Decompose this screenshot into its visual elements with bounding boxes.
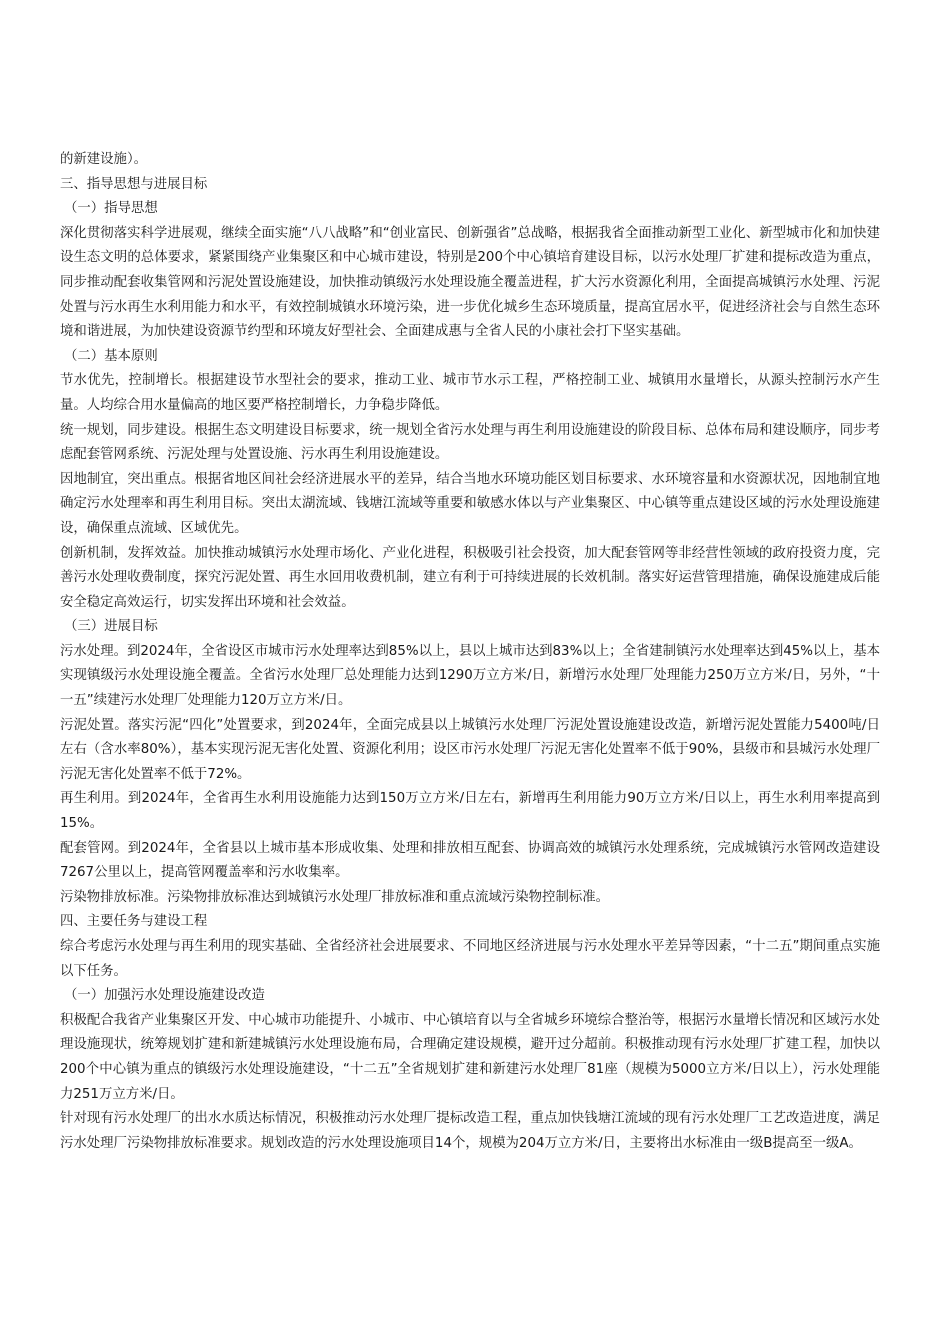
- paragraph: 深化贯彻落实科学进展观，继续全面实施“八八战略”和“创业富民、创新强省”总战略，根据我省全面推动新型工业化、新型城市化和加快建设生态文明的总体要求，紧紧围绕产业集聚区和中心城市建设，特别是200个中心镇培育建设目标，以污水处理厂扩建和提标改造为重点，同步推动配套收集管网和污泥处置设施建设，加快推动镇级污水处理设施全覆盖进程，扩大污水资源化利用，全面提高城镇污水处理、污泥处置与污水再生水利用能力和水平，有效控制城镇水环境污染，进一步优化城乡生态环境质量，提高宜居水平，促进经济社会与自然生态环境和谐进展，为加快建设资源节约型和环境友好型社会、全面建成惠与全省人民的小康社会打下坚实基础。: [60, 225, 880, 340]
- paragraph: 配套管网。到2024年，全省县以上城市基本形成收集、处理和排放相互配套、协调高效的城镇污水处理系统，完成城镇污水管网改造建设7267公里以上，提高管网覆盖率和污水收集率。: [60, 840, 880, 881]
- paragraph: 污泥处置。落实污泥“四化”处置要求，到2024年，全面完成县以上城镇污水处理厂污泥处置设施建设改造，新增污泥处置能力5400吨/日左右（含水率80%），基本实现污泥无害化处置、资源化利用；设区市污水处理厂污泥无害化处置率不低于90%，县级市和县城污水处理厂污泥无害化处置率不低于72%。: [60, 717, 880, 782]
- subsection-heading: （一）加强污水处理设施建设改造: [64, 988, 265, 1004]
- document-body: [60, 148, 880, 1156]
- subsection-heading: （二）基本原则: [64, 348, 158, 364]
- subsection-heading: （一）指导思想: [64, 201, 158, 217]
- paragraph: 因地制宜，突出重点。根据省地区间社会经济进展水平的差异，结合当地水环境功能区划目标要求、水环境容量和水资源状况，因地制宜地确定污水处理率和再生利用目标。突出太湖流域、钱塘江流域等重要和敏感水体以与产业集聚区、中心镇等重点建设区域的污水处理设施建设，确保重点流域、区域优先。: [60, 471, 880, 536]
- paragraph: 积极配合我省产业集聚区开发、中心城市功能提升、小城市、中心镇培育以与全省城乡环境综合整治等，根据污水量增长情况和区域污水处理设施现状，统筹规划扩建和新建城镇污水处理设施布局，合理确定建设规模，避开过分超前。积极推动现有污水处理厂扩建工程，加快以200个中心镇为重点的镇级污水处理设施建设，“十二五”全省规划扩建和新建污水处理厂81座（规模为5000立方米/日以上），污水处理能力251万立方米/日。: [60, 1012, 880, 1102]
- paragraph: 再生利用。到2024年，全省再生水利用设施能力达到150万立方米/日左右，新增再生利用能力90万立方米/日以上，再生水利用率提高到15%。: [60, 791, 880, 832]
- paragraph: 针对现有污水处理厂的出水水质达标情况，积极推动污水处理厂提标改造工程，重点加快钱塘江流域的现有污水处理厂工艺改造进度，满足污水处理厂污染物排放标准要求。规划改造的污水处理设施项目14个，规模为204万立方米/日，主要将出水标准由一级B提高至一级A。: [60, 1111, 880, 1151]
- paragraph: 污染物排放标准。污染物排放标准达到城镇污水处理厂排放标准和重点流域污染物控制标准。: [60, 889, 610, 905]
- paragraph: 创新机制，发挥效益。加快推动城镇污水处理市场化、产业化进程，积极吸引社会投资，加大配套管网等非经营性领域的政府投资力度，完善污水处理收费制度，探究污泥处置、再生水回用收费机制，建立有利于可持续进展的长效机制。落实好运营管理措施，确保设施建成后能安全稳定高效运行，切实发挥出环境和社会效益。: [60, 545, 880, 610]
- subsection-heading: （三）进展目标: [64, 619, 158, 635]
- paragraph: 节水优先，控制增长。根据建设节水型社会的要求，推动工业、城市节水示工程，严格控制工业、城镇用水量增长，从源头控制污水产生量。人均综合用水量偏高的地区要严格控制增长，力争稳步降低。: [60, 373, 880, 413]
- section-heading: 四、主要任务与建设工程: [60, 914, 208, 930]
- section-heading: 三、指导思想与进展目标: [60, 176, 208, 192]
- paragraph: 污水处理。到2024年，全省设区市城市污水处理率达到85%以上，县以上城市达到83%以上；全省建制镇污水处理率达到45%以上，基本实现镇级污水处理设施全覆盖。全省污水处理厂总处理能力达到1290万立方米/日，新增污水处理厂处理能力250万立方米/日，另外，“十一五”续建污水处理厂处理能力120万立方米/日。: [60, 643, 880, 709]
- paragraph: 统一规划，同步建设。根据生态文明建设目标要求，统一规划全省污水处理与再生利用设施建设的阶段目标、总体布局和建设顺序，同步考虑配套管网系统、污泥处理与处置设施、污水再生利用设施建设。: [60, 422, 880, 463]
- paragraph: 的新建设施）。: [60, 152, 148, 167]
- paragraph: 综合考虑污水处理与再生利用的现实基础、全省经济社会进展要求、不同地区经济进展与污水处理水平差异等因素，“十二五”期间重点实施以下任务。: [60, 939, 880, 979]
